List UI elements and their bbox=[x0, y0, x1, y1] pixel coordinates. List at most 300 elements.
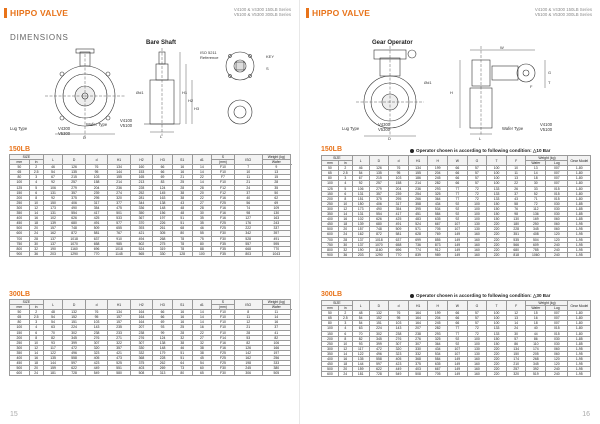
table-cell: 164 bbox=[130, 315, 152, 320]
table-cell: 14 bbox=[192, 165, 212, 170]
table-cell: 137 bbox=[43, 241, 63, 246]
table-cell: 150 bbox=[487, 212, 507, 217]
table-cell: 10 bbox=[29, 340, 43, 345]
table-cell: 82 bbox=[234, 340, 262, 345]
th-size: SIZE bbox=[10, 155, 44, 160]
table-cell: 160 bbox=[467, 252, 487, 257]
table-cell: 222 bbox=[234, 226, 262, 231]
table-cell: 153 bbox=[130, 170, 152, 175]
table-cell: 351 bbox=[506, 232, 526, 237]
table-cell: 36 bbox=[29, 251, 43, 256]
page-number-right: 16 bbox=[582, 411, 590, 418]
table-cell: 210 bbox=[506, 362, 526, 367]
table-cell: 28 bbox=[172, 330, 192, 335]
table-cell: 69 bbox=[153, 320, 173, 325]
table-cell: 133 bbox=[487, 196, 507, 201]
table-cell: 100 bbox=[487, 181, 507, 186]
table-cell: 40 bbox=[234, 195, 262, 200]
table-cell: 750 bbox=[10, 241, 30, 246]
table-cell: 500 bbox=[322, 227, 339, 232]
table-cell: 65 bbox=[10, 170, 30, 175]
table-cell: 600 bbox=[322, 232, 339, 237]
table-cell: 58 bbox=[506, 201, 526, 206]
table-cell: 508 bbox=[130, 371, 152, 376]
table-cell: 126 bbox=[234, 345, 262, 350]
table-cell: 262 bbox=[153, 361, 173, 366]
table-cell: 149 bbox=[448, 242, 468, 247]
table-cell: 276 bbox=[85, 335, 107, 340]
left-150lb-title: 150LB bbox=[9, 146, 31, 153]
th-t: T bbox=[487, 156, 507, 166]
th-d: D bbox=[369, 156, 389, 166]
table-cell: 72 bbox=[467, 186, 487, 191]
table-cell: 158 bbox=[389, 181, 409, 186]
table-cell: 64 bbox=[172, 361, 192, 366]
table-cell: 1060 bbox=[526, 252, 546, 257]
table-cell: 245 bbox=[428, 176, 448, 181]
lug-model-2: V5300 bbox=[58, 131, 71, 136]
table-cell: 320 bbox=[389, 346, 409, 351]
table-cell: 600 bbox=[10, 371, 30, 376]
th-t: T bbox=[487, 301, 507, 311]
table-cell: 406 bbox=[369, 201, 389, 206]
table-cell: 873 bbox=[428, 242, 448, 247]
table-cell: 220 bbox=[487, 242, 507, 247]
table-cell: 163 bbox=[153, 195, 173, 200]
th-l: L bbox=[43, 155, 63, 165]
table-cell: 680 bbox=[63, 221, 85, 226]
table-cell: 767 bbox=[108, 231, 130, 236]
table-cell: 245 bbox=[234, 366, 262, 371]
table-cell: 235 bbox=[108, 325, 130, 330]
table-cell: 406 bbox=[63, 200, 85, 205]
table-cell: 100 bbox=[487, 316, 507, 321]
table-cell: 770 bbox=[262, 246, 290, 251]
table-cell: 306 bbox=[234, 371, 262, 376]
table-cell: 70 bbox=[43, 330, 63, 335]
table-cell: 22 bbox=[192, 195, 212, 200]
table-cell: 375 bbox=[369, 196, 389, 201]
table-cell: 6 bbox=[338, 191, 352, 196]
table-cell: 120 bbox=[546, 232, 568, 237]
table-cell: 16 bbox=[172, 320, 192, 325]
table-cell: 700 bbox=[10, 236, 30, 241]
table-cell: 14 bbox=[262, 315, 290, 320]
table-cell: 126 bbox=[369, 166, 389, 171]
table-cell: 180 bbox=[506, 222, 526, 227]
table-cell: 240 bbox=[546, 372, 568, 377]
table-cell: 11 bbox=[262, 310, 290, 315]
table-cell: 18 bbox=[526, 176, 546, 181]
table-cell: 405 bbox=[85, 356, 107, 361]
table-cell: 205 bbox=[526, 351, 546, 356]
table-cell: 900 bbox=[10, 251, 30, 256]
table-cell: 434 bbox=[428, 346, 448, 351]
table-cell: 38 bbox=[172, 190, 192, 195]
table-cell: 20 bbox=[29, 226, 43, 231]
table-cell: 100 bbox=[467, 201, 487, 206]
table-cell: 80 bbox=[322, 321, 339, 326]
table-cell: 37 bbox=[506, 191, 526, 196]
table-cell: F16 bbox=[212, 345, 234, 350]
table-cell: 174 bbox=[526, 346, 546, 351]
table-cell: 910 bbox=[108, 236, 130, 241]
table-cell: 56 bbox=[234, 200, 262, 205]
table-cell: 197 bbox=[262, 350, 290, 355]
table-cell: 28 bbox=[172, 185, 192, 190]
table-cell: 130 bbox=[262, 211, 290, 216]
table-cell: 1160 bbox=[63, 246, 85, 251]
table-cell: 551 bbox=[108, 366, 130, 371]
th-mm: mm bbox=[10, 160, 30, 165]
table-cell: F25 bbox=[212, 226, 234, 231]
table-cell: 750 bbox=[322, 242, 339, 247]
table-cell: F10 bbox=[212, 320, 234, 325]
table-cell: 120 bbox=[546, 357, 568, 362]
d1-label: Ød1 bbox=[136, 90, 144, 95]
table-cell: 345 bbox=[526, 362, 546, 367]
table-cell: 261 bbox=[153, 226, 173, 231]
table-cell: 240 bbox=[546, 242, 568, 247]
table-cell: 8 bbox=[29, 195, 43, 200]
table-cell: 99 bbox=[153, 330, 173, 335]
table-cell: 30 bbox=[29, 241, 43, 246]
table-cell: 015 bbox=[546, 191, 568, 196]
table-cell: 4 bbox=[29, 180, 43, 185]
th-s-unit: (mm) bbox=[212, 305, 234, 310]
table-cell: 163 bbox=[262, 216, 290, 221]
th-w: W bbox=[448, 156, 468, 166]
table-cell: 770 bbox=[85, 251, 107, 256]
table-cell: 377 bbox=[108, 200, 130, 205]
table-cell: 150 bbox=[487, 336, 507, 341]
table-cell: 92 bbox=[43, 195, 63, 200]
th-size: SIZE bbox=[322, 301, 353, 306]
table-cell: 11 bbox=[234, 315, 262, 320]
table-cell: 22 bbox=[192, 175, 212, 180]
table-cell: 060 bbox=[546, 222, 568, 227]
table-cell: 490 bbox=[63, 205, 85, 210]
table-cell: 24 bbox=[29, 231, 43, 236]
table-cell: 240 bbox=[546, 247, 568, 252]
th-size: SIZE bbox=[322, 156, 353, 161]
table-cell: 345 bbox=[526, 227, 546, 232]
table-cell: 600 bbox=[10, 231, 30, 236]
table-cell: 28 bbox=[338, 237, 352, 242]
table-cell: 1-95 bbox=[568, 372, 591, 377]
table-cell: 127 bbox=[234, 216, 262, 221]
th-s: S bbox=[212, 155, 234, 160]
table-cell: 637 bbox=[85, 236, 107, 241]
table-cell: 252 bbox=[130, 190, 152, 195]
table-cell: 100 bbox=[322, 181, 339, 186]
table-cell: 220 bbox=[487, 232, 507, 237]
table-cell: 77 bbox=[448, 186, 468, 191]
table-cell: 164 bbox=[130, 310, 152, 315]
table-cell: 77 bbox=[448, 191, 468, 196]
table-cell: 13 bbox=[506, 176, 526, 181]
table-cell: 597 bbox=[369, 362, 389, 367]
table-cell: 102 bbox=[352, 217, 369, 222]
table-cell: 131 bbox=[352, 191, 369, 196]
table-cell: 214 bbox=[408, 181, 428, 186]
table-cell: 584 bbox=[428, 212, 448, 217]
table-cell: 1018 bbox=[108, 246, 130, 251]
table-cell: 350 bbox=[10, 350, 30, 355]
table-cell: 150 bbox=[10, 330, 30, 335]
table-cell: 65 bbox=[322, 171, 339, 176]
table-cell: 626 bbox=[63, 216, 85, 221]
table-cell: 030 bbox=[546, 201, 568, 206]
table-cell: 160 bbox=[467, 247, 487, 252]
table-cell: 76 bbox=[85, 165, 107, 170]
table-cell: 509 bbox=[389, 227, 409, 232]
table-cell: 72 bbox=[467, 326, 487, 331]
table-cell: 80 bbox=[10, 175, 30, 180]
table-row bbox=[322, 372, 591, 377]
table-cell: 1-85 bbox=[568, 206, 591, 211]
table-cell: 1-95 bbox=[568, 346, 591, 351]
table-cell: 204 bbox=[428, 316, 448, 321]
table-cell: 16 bbox=[172, 310, 192, 315]
reference-label: Reference bbox=[200, 55, 219, 60]
table-cell: 1290 bbox=[63, 251, 85, 256]
table-cell: 92 bbox=[448, 201, 468, 206]
table-cell: 1-80 bbox=[568, 311, 591, 316]
table-cell: 12 bbox=[29, 205, 43, 210]
table-cell: 24 bbox=[338, 232, 352, 237]
table-cell: 342 bbox=[234, 231, 262, 236]
table-cell: 200 bbox=[322, 196, 339, 201]
table-cell: 400 bbox=[10, 356, 30, 361]
table-cell: 566 bbox=[506, 242, 526, 247]
table-cell: 57 bbox=[467, 316, 487, 321]
table-cell: 46 bbox=[192, 226, 212, 231]
table-cell: 609 bbox=[526, 242, 546, 247]
th-lug: Lug bbox=[546, 306, 568, 311]
table-cell: 106 bbox=[43, 185, 63, 190]
th-l: L bbox=[43, 300, 63, 310]
table-cell: 1-85 bbox=[568, 341, 591, 346]
table-cell: 705 bbox=[428, 227, 448, 232]
table-cell: 451 bbox=[408, 212, 428, 217]
table-cell: 554 bbox=[369, 212, 389, 217]
table-cell: 77 bbox=[448, 326, 468, 331]
table-cell: 266 bbox=[408, 196, 428, 201]
table-cell: 14 bbox=[338, 351, 352, 356]
table-cell: 250 bbox=[526, 222, 546, 227]
table-cell: 11 bbox=[234, 175, 262, 180]
table-cell: 364 bbox=[428, 196, 448, 201]
table-cell: F16 bbox=[212, 216, 234, 221]
table-cell: 238 bbox=[389, 331, 409, 336]
table-cell: 332 bbox=[408, 351, 428, 356]
table-cell: 505 bbox=[262, 371, 290, 376]
table-cell: 160 bbox=[467, 372, 487, 377]
right-150lb-title: 150LB bbox=[321, 146, 343, 153]
table-cell: 2.5 bbox=[338, 171, 352, 176]
table-cell: 302 bbox=[63, 330, 85, 335]
table-cell: 160 bbox=[467, 362, 487, 367]
table-cell: 584 bbox=[428, 357, 448, 362]
table-cell: 207 bbox=[130, 325, 152, 330]
note-text: Operator chosen is according to following condition: △30 Bar bbox=[416, 293, 551, 298]
table-cell: 534 bbox=[428, 206, 448, 211]
table-cell: F10 bbox=[212, 165, 234, 170]
table-cell: 275 bbox=[153, 241, 173, 246]
table-cell: 92 bbox=[448, 217, 468, 222]
table-cell: 472 bbox=[63, 345, 85, 350]
table-cell: 68 bbox=[172, 226, 192, 231]
table-cell: 149 bbox=[448, 232, 468, 237]
table-cell: 215 bbox=[369, 176, 389, 181]
table-cell: 149 bbox=[448, 372, 468, 377]
table-cell: 173 bbox=[352, 206, 369, 211]
left-150lb-table bbox=[9, 154, 291, 257]
table-cell: 157 bbox=[352, 227, 369, 232]
table-cell: 57 bbox=[467, 321, 487, 326]
table-cell: 135 bbox=[43, 356, 63, 361]
table-cell: 93 bbox=[43, 340, 63, 345]
gear-operator-title: Gear Operator bbox=[372, 40, 413, 46]
table-cell: 1-80 bbox=[568, 191, 591, 196]
h-label: H bbox=[450, 90, 453, 95]
table-cell: F10 bbox=[212, 170, 234, 175]
th-d-small: d bbox=[389, 156, 409, 166]
table-cell: 228 bbox=[153, 356, 173, 361]
table-cell: 76 bbox=[85, 310, 107, 315]
table-cell: 16 bbox=[172, 315, 192, 320]
th-wafer: Wafer bbox=[526, 306, 546, 311]
table-cell: 1-85 bbox=[568, 201, 591, 206]
table-cell: 6 bbox=[338, 331, 352, 336]
table-cell: 82 bbox=[262, 335, 290, 340]
table-cell: 16 bbox=[338, 357, 352, 362]
table-cell: 134 bbox=[408, 166, 428, 171]
table-cell: 66 bbox=[448, 311, 468, 316]
th-in: in bbox=[338, 161, 352, 166]
table-cell: 15 bbox=[262, 175, 290, 180]
th-weight: Weight (kg) bbox=[526, 301, 568, 306]
table-cell: 13 bbox=[526, 166, 546, 171]
table-cell: 549 bbox=[389, 372, 409, 377]
table-cell: 239 bbox=[389, 191, 409, 196]
g-label: G bbox=[548, 70, 552, 75]
table-cell: 985 bbox=[108, 241, 130, 246]
th-g: G bbox=[467, 301, 487, 311]
table-cell: 1-85 bbox=[568, 336, 591, 341]
table-cell: 43 bbox=[172, 200, 192, 205]
table-cell: 12 bbox=[338, 346, 352, 351]
table-cell: 307 bbox=[85, 340, 107, 345]
table-cell: 102 bbox=[43, 216, 63, 221]
table-cell: 110 bbox=[526, 341, 546, 346]
table-cell: 109 bbox=[262, 205, 290, 210]
brand-accent-bar bbox=[306, 8, 309, 18]
table-cell: F16 bbox=[212, 195, 234, 200]
brand-name: HIPPO VALVE bbox=[312, 8, 371, 18]
table-cell: 557 bbox=[234, 241, 262, 246]
table-cell: 317 bbox=[389, 201, 409, 206]
table-cell: 307 bbox=[130, 340, 152, 345]
table-cell: 16 bbox=[29, 356, 43, 361]
table-cell: 176 bbox=[234, 221, 262, 226]
table-cell: 1-80 bbox=[568, 181, 591, 186]
table-cell: 117 bbox=[352, 346, 369, 351]
table-cell: 393 bbox=[130, 226, 152, 231]
table-cell: 015 bbox=[546, 331, 568, 336]
table-cell: 73 bbox=[172, 366, 192, 371]
table-cell: 243 bbox=[262, 221, 290, 226]
table-cell: 41 bbox=[262, 330, 290, 335]
table-cell: 149 bbox=[448, 247, 468, 252]
table-cell: 501 bbox=[108, 211, 130, 216]
table-cell: 449 bbox=[85, 366, 107, 371]
table-cell: 150 bbox=[487, 341, 507, 346]
table-cell: 125 bbox=[10, 185, 30, 190]
table-cell: 93 bbox=[153, 325, 173, 330]
table-cell: 54 bbox=[43, 320, 63, 325]
th-h3: H3 bbox=[153, 300, 173, 310]
table-cell: 142 bbox=[234, 350, 262, 355]
table-cell: 24 bbox=[338, 372, 352, 377]
table-cell: 233 bbox=[108, 330, 130, 335]
table-cell: 14 bbox=[338, 212, 352, 217]
table-cell: 150 bbox=[322, 331, 339, 336]
table-cell: 1070 bbox=[369, 242, 389, 247]
t-label: T bbox=[548, 80, 551, 85]
table-cell: 007 bbox=[546, 166, 568, 171]
table-cell: 57 bbox=[467, 311, 487, 316]
table-cell: 57 bbox=[467, 171, 487, 176]
table-cell: F12 bbox=[212, 190, 234, 195]
brand-accent-bar bbox=[4, 8, 7, 18]
table-cell: 203 bbox=[43, 251, 63, 256]
table-cell: 150 bbox=[487, 206, 507, 211]
table-cell: 279 bbox=[63, 185, 85, 190]
table-cell: 655 bbox=[108, 226, 130, 231]
table-cell: 403 bbox=[408, 367, 428, 372]
table-cell: 367 bbox=[130, 216, 152, 221]
table-cell: 236 bbox=[408, 186, 428, 191]
table-cell: 1018 bbox=[63, 236, 85, 241]
th-gear-model: Gear Model bbox=[568, 301, 591, 311]
table-cell: 912 bbox=[428, 247, 448, 252]
table-cell: 818 bbox=[506, 252, 526, 257]
table-cell: 368 bbox=[408, 357, 428, 362]
table-cell: 215 bbox=[63, 175, 85, 180]
table-cell: 149 bbox=[448, 252, 468, 257]
table-cell: 502 bbox=[130, 241, 152, 246]
table-cell: 3 bbox=[338, 321, 352, 326]
table-cell: 21 bbox=[234, 180, 262, 185]
table-cell: 134 bbox=[108, 310, 130, 315]
table-cell: 323 bbox=[85, 350, 107, 355]
table-cell: 774 bbox=[408, 247, 428, 252]
table-cell: 54 bbox=[43, 170, 63, 175]
table-cell: 254 bbox=[408, 191, 428, 196]
table-cell: 20 bbox=[338, 367, 352, 372]
table-cell: 1-95 bbox=[568, 252, 591, 257]
table-cell: 322 bbox=[108, 340, 130, 345]
table-cell: 276 bbox=[389, 336, 409, 341]
table-cell: 14 bbox=[192, 170, 212, 175]
table-cell: 124 bbox=[153, 335, 173, 340]
table-cell: 224 bbox=[369, 326, 389, 331]
table-cell: 54 bbox=[43, 315, 63, 320]
table-cell: 134 bbox=[506, 346, 526, 351]
table-cell: F10 bbox=[212, 325, 234, 330]
